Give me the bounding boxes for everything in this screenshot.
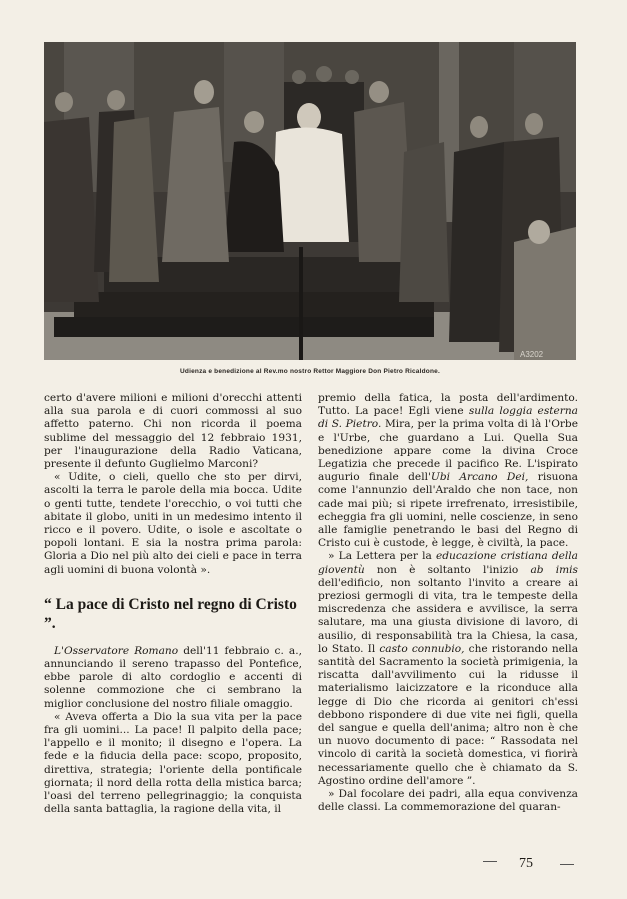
photograph-audience [44, 42, 576, 360]
decorative-dash [483, 861, 497, 862]
photo-illustration [44, 42, 576, 360]
page-number: 75 [519, 856, 533, 871]
italic-text: Ubi Arcano Dei, [430, 471, 529, 484]
right-column [318, 392, 578, 815]
paragraph-text: dell'11 febbraio c. a., annunciando il sereno trapasso del Pontefice, ebbe parole di alto cordoglio e accenti di solenne commozione che ci sembrano la miglior conclusione del nostro filiale omaggio. [44, 644, 302, 710]
italic-title: L'Osservatore Romano [54, 644, 179, 657]
paragraph [318, 550, 578, 788]
photo-caption: Udienza e benedizione al Rev.mo nostro Rettor Maggiore Don Pietro Ricaldone. [180, 368, 440, 375]
section-heading: “ La pace di Cristo nel regno di Cristo ”. [44, 595, 297, 632]
paragraph [318, 392, 578, 550]
paragraph-text: » La Lettera per la [328, 550, 436, 563]
paragraph: certo d'avere milioni e milioni d'orecchi attenti alla sua parola e di cuori commossi al suo affetto paterno. Chi non ricorda il poema sublime del messaggio del 12 febbraio 1931, per l'inaugurazione della Radio Vaticana, presente il defunto Guglielmo Marconi? [44, 392, 302, 471]
photo-id-label: A3202 [520, 350, 544, 359]
paragraph: » Dal focolare dei padri, alla equa convivenza delle classi. La commemorazione del quaran- [318, 788, 578, 814]
paragraph: « Udite, o cieli, quello che sto per dirvi, ascolti la terra le parole della mia bocca. Udite o genti tutte, tendete l'orecchio, o voi tutti che abitate il globo, uniti in un medesimo intento il ricco e il povero. Udite, o isole e ascoltate o popoli lontani. E sia la nostra prima parola: Gloria a Dio nel più alto dei cieli e pace in terra agli uomini di buona volontà ». [44, 471, 302, 576]
italic-text: sulla loggia esterna di S. Pietro. [318, 405, 578, 431]
paragraph-text: non è soltanto l'inizio [364, 563, 531, 576]
italic-text: ab imis [530, 563, 578, 576]
paragraph-text: che ristorando nella santità del Sacramento la società primigenia, la riscatta dall'avvilimento cui la ridusse il materialismo laicizzatore e la riconduce alla legge di Dio che ricorda ai genitori ch'essi debbono rispondere di due vite nei figli, quella del sangue e quella dell'anima; altro non è che un nuovo documento di pace: “ Rassodata nel vincolo di carità la società domestica, vi fiorirà necessariamente quello che è chiamato da S. Agostino ordine dell'amore ”. [318, 642, 579, 787]
decorative-dash [560, 864, 574, 865]
paragraph [44, 645, 302, 711]
paragraph-text: Mira, per la prima volta di là l'Orbe e l'Urbe, che guardano a Lui. Quella Sua benedizione appare come la divina Croce Legatizia che precede il pacifico Re. L'ispirato augurio finale dell' [318, 418, 578, 484]
italic-text: casto connubio, [379, 642, 465, 655]
paragraph-text: premio della fatica, la posta dell'ardimento. Tutto. La pace! Egli viene [318, 392, 578, 418]
paragraph-text: dell'edificio, non soltanto l'invito a creare ai preziosi germogli di vita, tra le tempeste della miscredenza che assidera e avvilisce, la serra salutare, ma una giusta divisione di lavoro, di ausilio, di responsabilità tra la Chiesa, la casa, lo Stato. Il [318, 576, 578, 655]
paragraph: « Aveva offerta a Dio la sua vita per la pace fra gli uomini... La pace! Il palpito della pace; l'appello e il monito; il disegno e l'opera. La fede e la fiducia della pace: scopo, proposito, direttiva, strategia; l'oriente della pontificale giornata; il nord della rotta della mistica barca; l'oasi del terreno pellegrinaggio; la conquista della santa battaglia, la ragione della vita, il [44, 710, 302, 816]
paragraph-text: risuona come l'annunzio dell'Araldo che non tace, non cade mai più; si ripete irrefrenato, irresistibile, echeggia fra gli uomini, nelle coscienze, in seno alle famiglie penetrando le basi del Regno di Cristo cui è custode, è legge, è civiltà, la pace. [318, 471, 578, 550]
left-column [44, 392, 302, 816]
italic-text: educazione cristiana della gioventù [318, 550, 578, 576]
